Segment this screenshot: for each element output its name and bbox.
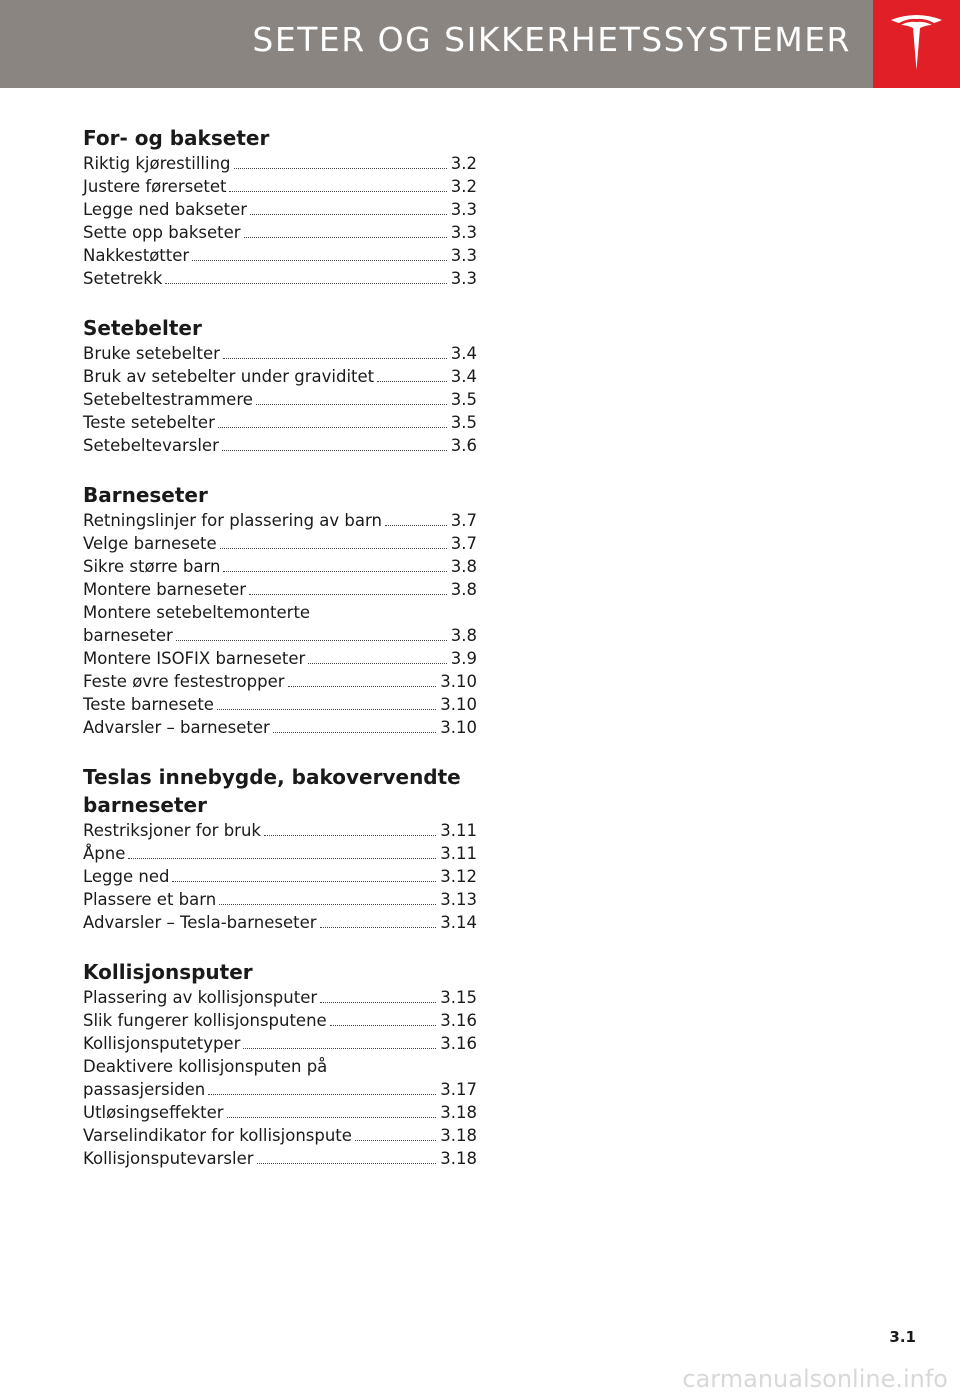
toc-entry-page: 3.10 [440, 695, 477, 714]
toc-entry[interactable] [83, 509, 477, 532]
toc-entry-label: Plassering av kollisjonsputer [83, 988, 318, 1007]
toc-entry-page: 3.5 [450, 413, 477, 432]
toc-entry[interactable] [83, 198, 477, 221]
toc-entry-label-line[interactable]: Deaktivere kollisjonsputen på [83, 1057, 328, 1076]
toc-entry-label: Riktig kjørestilling [83, 154, 231, 173]
dot-leader [250, 214, 447, 215]
dot-leader [223, 571, 446, 572]
header-bar [0, 0, 873, 88]
toc-entry[interactable] [83, 411, 477, 434]
dot-leader [377, 381, 447, 382]
toc-entry-label: Setebeltevarsler [83, 436, 219, 455]
toc-entry-label: Teste barnesete [83, 695, 214, 714]
toc-entry[interactable] [83, 1124, 477, 1147]
dot-leader [208, 1094, 436, 1095]
toc-entry[interactable] [83, 693, 477, 716]
toc-entry-page: 3.8 [450, 580, 477, 599]
section-title: For- og bakseter [83, 126, 270, 150]
toc-entry-label: passasjersiden [83, 1080, 206, 1099]
toc-entry[interactable] [83, 434, 477, 457]
toc-entry-label: Kollisjonsputevarsler [83, 1149, 254, 1168]
dot-leader [234, 168, 447, 169]
toc-entry[interactable] [83, 624, 477, 647]
toc-entry-page: 3.10 [440, 672, 477, 691]
page-title: SETER OG SIKKERHETSSYSTEMER [252, 20, 851, 59]
toc-entry-label: Kollisjonsputetyper [83, 1034, 241, 1053]
toc-entry-label: Legge ned [83, 867, 170, 886]
dot-leader [256, 404, 447, 405]
toc-entry-page: 3.8 [450, 626, 477, 645]
toc-entry[interactable] [83, 532, 477, 555]
dot-leader [244, 237, 447, 238]
toc-entry[interactable] [83, 716, 477, 739]
toc-entry-page: 3.2 [450, 177, 477, 196]
toc-entry[interactable] [83, 555, 477, 578]
toc-entry[interactable] [83, 342, 477, 365]
toc-entry[interactable] [83, 842, 477, 865]
toc-entry[interactable] [83, 888, 477, 911]
dot-leader [218, 427, 447, 428]
toc-section [83, 958, 477, 1170]
dot-leader [249, 594, 447, 595]
toc-entry-page: 3.8 [450, 557, 477, 576]
toc-entry-page: 3.14 [440, 913, 477, 932]
toc-entry-page: 3.11 [440, 844, 477, 863]
dot-leader [222, 450, 447, 451]
toc-entry[interactable] [83, 1101, 477, 1124]
toc-entry-page: 3.17 [440, 1080, 477, 1099]
section-title: Teslas innebygde, bakovervendte barneseter [83, 765, 461, 817]
dot-leader [220, 548, 447, 549]
toc-entry-label: Setetrekk [83, 269, 163, 288]
dot-leader [264, 835, 436, 836]
toc-entry[interactable] [83, 578, 477, 601]
dot-leader [308, 663, 446, 664]
toc-entry-label: Justere førersetet [83, 177, 227, 196]
toc-entry-page: 3.11 [440, 821, 477, 840]
page-number: 3.1 [889, 1328, 916, 1346]
toc-entry-label: Feste øvre festestropper [83, 672, 285, 691]
watermark: carmanualsonline.info [682, 1365, 948, 1393]
tesla-logo-icon [889, 12, 944, 74]
toc-entry-page: 3.4 [450, 344, 477, 363]
toc-entry[interactable] [83, 911, 477, 934]
toc-entry[interactable] [83, 1078, 477, 1101]
toc-entry-page: 3.9 [450, 649, 477, 668]
toc-entry-label: Åpne [83, 844, 126, 863]
dot-leader [128, 858, 436, 859]
toc-section [83, 763, 477, 934]
dot-leader [320, 927, 437, 928]
toc-entry[interactable] [83, 267, 477, 290]
toc-section [83, 481, 477, 739]
toc-entry-page: 3.16 [440, 1011, 477, 1030]
toc-entry-page: 3.2 [450, 154, 477, 173]
toc-entry[interactable] [83, 670, 477, 693]
toc-entry-label: Sikre større barn [83, 557, 221, 576]
toc-entry-page: 3.18 [440, 1126, 477, 1145]
dot-leader [229, 191, 446, 192]
toc-entry-page: 3.6 [450, 436, 477, 455]
toc-entry[interactable] [83, 365, 477, 388]
dot-leader [176, 640, 447, 641]
toc-entry-label: Retningslinjer for plassering av barn [83, 511, 382, 530]
toc-entry-page: 3.18 [440, 1103, 477, 1122]
toc-entry[interactable] [83, 1147, 477, 1170]
toc-entry-page: 3.10 [440, 718, 477, 737]
toc-entry-label-line[interactable]: Montere setebeltemonterte [83, 603, 311, 622]
dot-leader [172, 881, 436, 882]
toc-entry[interactable] [83, 865, 477, 888]
dot-leader [223, 358, 447, 359]
dot-leader [288, 686, 437, 687]
toc-entry-label: Montere barneseter [83, 580, 247, 599]
toc-entry-label: Plassere et barn [83, 890, 217, 909]
toc-entry[interactable] [83, 986, 477, 1009]
toc-entry-label: Legge ned bakseter [83, 200, 248, 219]
toc-entry-label: Setebeltestrammere [83, 390, 253, 409]
toc-entry-label: Restriksjoner for bruk [83, 821, 261, 840]
toc-section [83, 124, 477, 290]
dot-leader [217, 709, 436, 710]
toc-entry-page: 3.16 [440, 1034, 477, 1053]
toc-entry-label: Bruke setebelter [83, 344, 220, 363]
toc-entry-label: barneseter [83, 626, 173, 645]
toc-entry[interactable] [83, 647, 477, 670]
toc-entry-page: 3.7 [450, 534, 477, 553]
toc-entry-page: 3.7 [450, 511, 477, 530]
dot-leader [257, 1163, 437, 1164]
dot-leader [219, 904, 436, 905]
toc-entry-page: 3.18 [440, 1149, 477, 1168]
dot-leader [355, 1140, 436, 1141]
toc-entry-page: 3.4 [450, 367, 477, 386]
dot-leader [273, 732, 436, 733]
toc-entry-page: 3.5 [450, 390, 477, 409]
toc-entry[interactable] [83, 1032, 477, 1055]
toc-entry-label: Nakkestøtter [83, 246, 190, 265]
toc-entry-page: 3.13 [440, 890, 477, 909]
toc-entry-page: 3.3 [450, 223, 477, 242]
section-title: Barneseter [83, 483, 208, 507]
toc-entry-label: Bruk av setebelter under graviditet [83, 367, 375, 386]
toc-entry-label: Slik fungerer kollisjonsputene [83, 1011, 327, 1030]
toc-entry-page: 3.3 [450, 200, 477, 219]
toc-entry-page: 3.15 [440, 988, 477, 1007]
toc-entry[interactable] [83, 244, 477, 267]
dot-leader [320, 1002, 436, 1003]
dot-leader [330, 1025, 437, 1026]
toc-entry[interactable] [83, 388, 477, 411]
dot-leader [385, 525, 447, 526]
toc-entry-label: Utløsingseffekter [83, 1103, 224, 1122]
dot-leader [192, 260, 447, 261]
toc-entry[interactable] [83, 1009, 477, 1032]
dot-leader [165, 283, 446, 284]
toc-entry-page: 3.12 [440, 867, 477, 886]
section-title: Kollisjonsputer [83, 960, 253, 984]
toc-entry[interactable] [83, 221, 477, 244]
toc-entry-page: 3.3 [450, 246, 477, 265]
dot-leader [227, 1117, 437, 1118]
toc-entry-label: Advarsler – barneseter [83, 718, 270, 737]
toc-section [83, 314, 477, 457]
toc-entry-label: Teste setebelter [83, 413, 215, 432]
table-of-contents [83, 124, 477, 1194]
logo-badge [873, 0, 960, 88]
dot-leader [243, 1048, 436, 1049]
toc-entry[interactable] [83, 175, 477, 198]
toc-entry[interactable] [83, 152, 477, 175]
toc-entry-label: Sette opp bakseter [83, 223, 241, 242]
toc-entry-label: Montere ISOFIX barneseter [83, 649, 306, 668]
toc-entry[interactable] [83, 819, 477, 842]
toc-entry-label: Velge barnesete [83, 534, 217, 553]
section-title: Setebelter [83, 316, 202, 340]
toc-entry-label: Advarsler – Tesla-barneseter [83, 913, 317, 932]
toc-entry-page: 3.3 [450, 269, 477, 288]
toc-entry-label: Varselindikator for kollisjonspute [83, 1126, 352, 1145]
